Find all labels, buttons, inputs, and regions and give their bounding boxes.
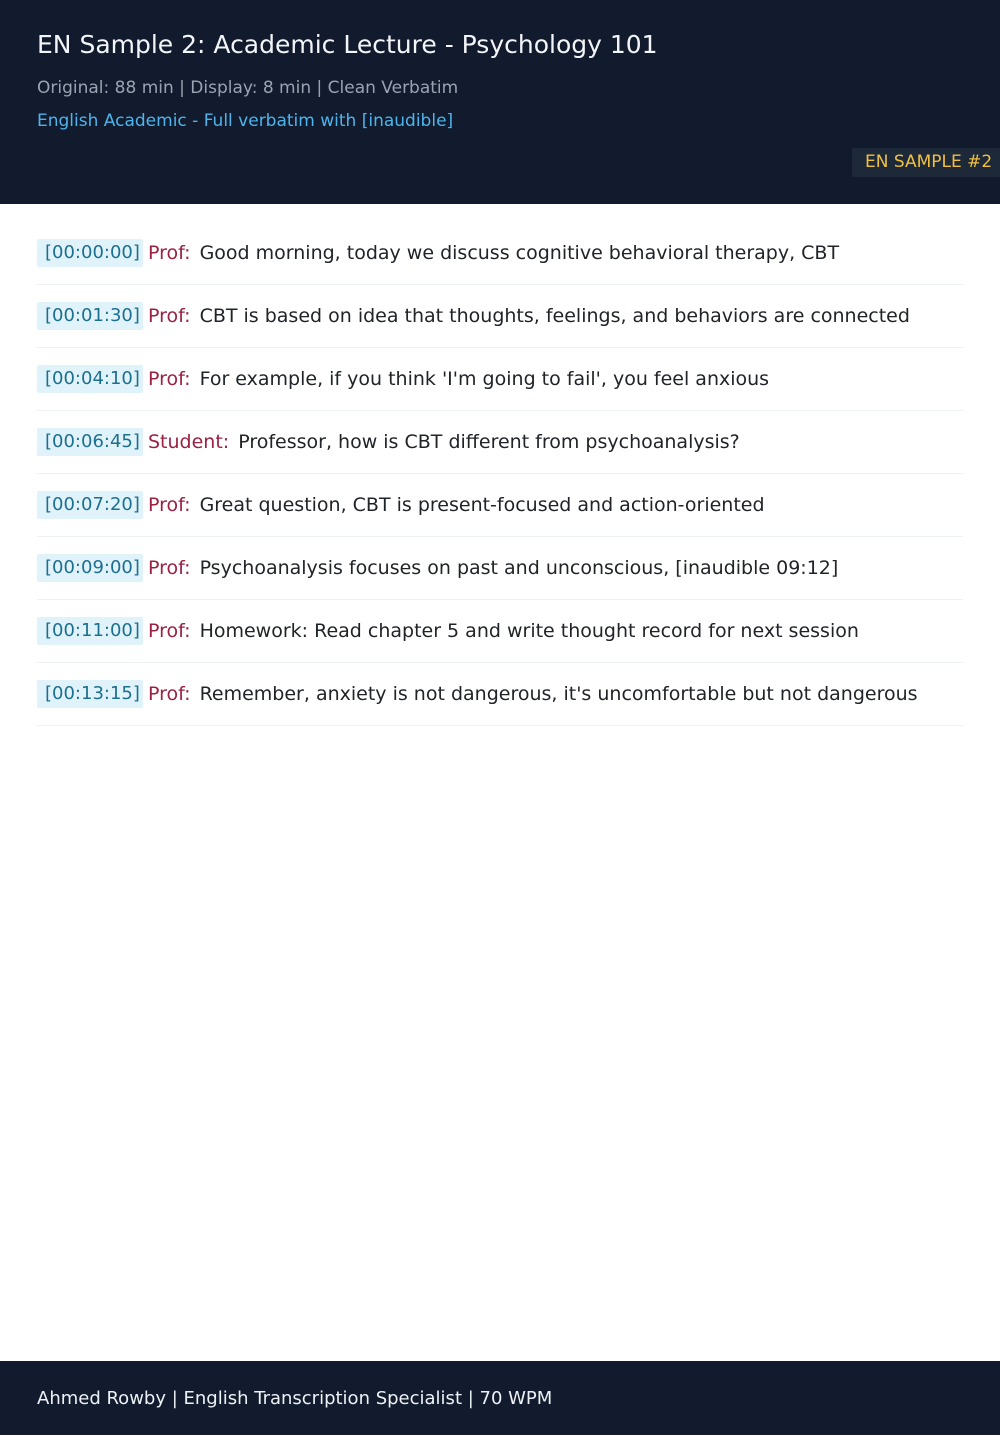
utterance xyxy=(148,554,838,582)
utterance-text: Homework: Read chapter 5 and write thought record for next session xyxy=(199,620,859,642)
timestamp: [00:04:10] xyxy=(37,365,143,393)
timestamp: [00:00:00] xyxy=(37,239,143,267)
utterance xyxy=(148,302,910,330)
utterance xyxy=(148,239,839,267)
speaker-label: Prof: xyxy=(148,242,191,264)
duration-meta: Original: 88 min | Display: 8 min | Clean Verbatim xyxy=(37,78,459,98)
transcript-line xyxy=(37,474,963,537)
timestamp: [00:01:30] xyxy=(37,302,143,330)
timestamp: [00:13:15] xyxy=(37,680,143,708)
sample-badge: EN SAMPLE #2 xyxy=(852,148,1000,177)
page-title: EN Sample 2: Academic Lecture - Psychology 101 xyxy=(37,30,658,59)
speaker-label: Prof: xyxy=(148,368,191,390)
timestamp: [00:09:00] xyxy=(37,554,143,582)
transcript-line xyxy=(37,663,963,726)
footer-credit: Ahmed Rowby | English Transcription Specialist | 70 WPM xyxy=(37,1388,553,1409)
footer xyxy=(0,1361,1000,1435)
transcript-line xyxy=(37,411,963,474)
timestamp: [00:11:00] xyxy=(37,617,143,645)
transcript-line xyxy=(37,285,963,348)
transcript-list xyxy=(37,222,963,726)
utterance-text: Remember, anxiety is not dangerous, it's uncomfortable but not dangerous xyxy=(199,683,918,705)
transcript-line xyxy=(37,600,963,663)
speaker-label: Prof: xyxy=(148,305,191,327)
utterance xyxy=(148,617,859,645)
timestamp: [00:07:20] xyxy=(37,491,143,519)
speaker-label: Prof: xyxy=(148,683,191,705)
utterance xyxy=(148,365,769,393)
timestamp: [00:06:45] xyxy=(37,428,143,456)
transcript-line xyxy=(37,348,963,411)
utterance-text: Psychoanalysis focuses on past and unconscious, [inaudible 09:12] xyxy=(199,557,839,579)
utterance-text: For example, if you think 'I'm going to fail', you feel anxious xyxy=(199,368,770,390)
utterance-text: Professor, how is CBT different from psychoanalysis? xyxy=(238,431,740,453)
utterance-text: Great question, CBT is present-focused and action-oriented xyxy=(199,494,765,516)
utterance-text: CBT is based on idea that thoughts, feelings, and behaviors are connected xyxy=(199,305,910,327)
utterance-text: Good morning, today we discuss cognitive behavioral therapy, CBT xyxy=(199,242,840,264)
utterance xyxy=(148,428,740,456)
speaker-label: Student: xyxy=(148,431,230,453)
speaker-label: Prof: xyxy=(148,557,191,579)
utterance xyxy=(148,680,918,708)
transcript-line xyxy=(37,222,963,285)
utterance xyxy=(148,491,765,519)
transcript-line xyxy=(37,537,963,600)
speaker-label: Prof: xyxy=(148,620,191,642)
transcript-style-subtitle: English Academic - Full verbatim with [inaudible] xyxy=(37,111,454,131)
header xyxy=(0,0,1000,204)
speaker-label: Prof: xyxy=(148,494,191,516)
